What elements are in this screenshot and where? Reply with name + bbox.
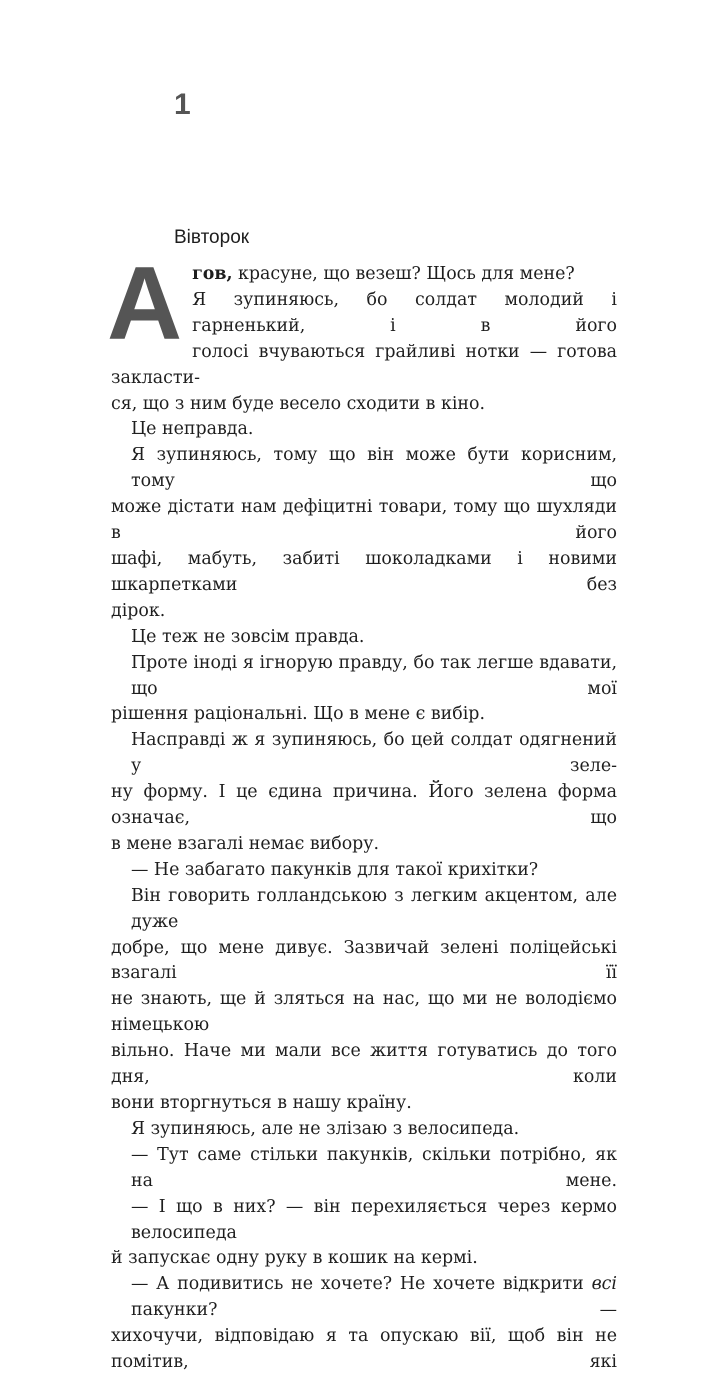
- paragraph-line: не знають, ще й зляться на нас, що ми не володіємо німецькою: [111, 989, 617, 1036]
- opening-line-rest: красуне, що везеш? Щось для мене?: [232, 264, 575, 284]
- paragraph-line: рішення раціональні. Що в мене є вибір.: [111, 704, 485, 725]
- paragraph-line: Я зупиняюсь, тому що він може бути корисним, тому що: [131, 445, 617, 492]
- paragraph-line: Проте іноді я ігнорую правду, бо так легше вдавати, що мої: [131, 652, 617, 699]
- paragraph-line: — Тут саме стільки пакунків, скільки потрібно, як на мене.: [131, 1144, 617, 1191]
- paragraph-line: й запускає одну руку в кошик на кермі.: [111, 1248, 478, 1269]
- body-text: [107, 246, 617, 1376]
- paragraph-line: Насправді ж я зупиняюсь, бо цей солдат одягнений у зеле-: [131, 730, 617, 777]
- paragraph-line: в мене взагалі немає вибору.: [111, 833, 380, 854]
- chapter-day-heading: Вівторок: [174, 227, 250, 248]
- paragraph-line: Я зупиняюсь, бо солдат молодий і гарненький, і в його: [192, 289, 617, 336]
- paragraph-line: [111, 262, 617, 288]
- paragraph-line: шафі, мабуть, забиті шоколадками і новими шкарпетками без: [111, 548, 617, 595]
- paragraph-line: — І що в них? — він перехиляється через кермо велосипеда: [131, 1196, 617, 1243]
- text-segment: пакунки? —: [131, 1300, 617, 1321]
- paragraph-line: добре, що мене дивує. Зазвичай зелені поліцейські взагалі її: [111, 937, 617, 984]
- paragraph-line: хихочучи, відповідаю я та опускаю вії, щоб він не помітив, які: [111, 1326, 617, 1373]
- paragraph-line: вільно. Наче ми мали все життя готуватись до того дня, коли: [111, 1041, 617, 1088]
- paragraph-line: дірок.: [111, 600, 166, 621]
- paragraph-line: — Не забагато пакунків для такої крихітки?: [131, 859, 539, 880]
- paragraph-line: [111, 1272, 617, 1324]
- paragraph-line: вони вторгнуться в нашу країну.: [111, 1093, 412, 1113]
- italic-word: всі: [591, 1274, 617, 1295]
- text-segment: — А подивитись не хочете? Не хочете відкрити: [131, 1274, 592, 1295]
- paragraph-line: Він говорить голландською з легким акцентом, але дуже: [131, 885, 617, 932]
- paragraph-line: ся, що з ним буде весело сходити в кіно.: [111, 393, 485, 414]
- chapter-number: 1: [174, 88, 191, 121]
- paragraph-line: Це теж не зовсім правда.: [131, 626, 365, 647]
- paragraph-line: Я зупиняюсь, але не злізаю з велосипеда.: [131, 1118, 520, 1139]
- opening-bold-word: гов,: [192, 264, 233, 284]
- paragraph-line: Це неправда.: [131, 419, 254, 440]
- drop-cap: А: [107, 246, 183, 362]
- paragraph-line: голосі вчуваються грайливі нотки — готова закласти-: [111, 341, 617, 388]
- paragraph-line: ну форму. І це єдина причина. Його зелена форма означає, що: [111, 782, 617, 829]
- paragraph-line: може дістати нам дефіцитні товари, тому що шухляди в його: [111, 497, 617, 544]
